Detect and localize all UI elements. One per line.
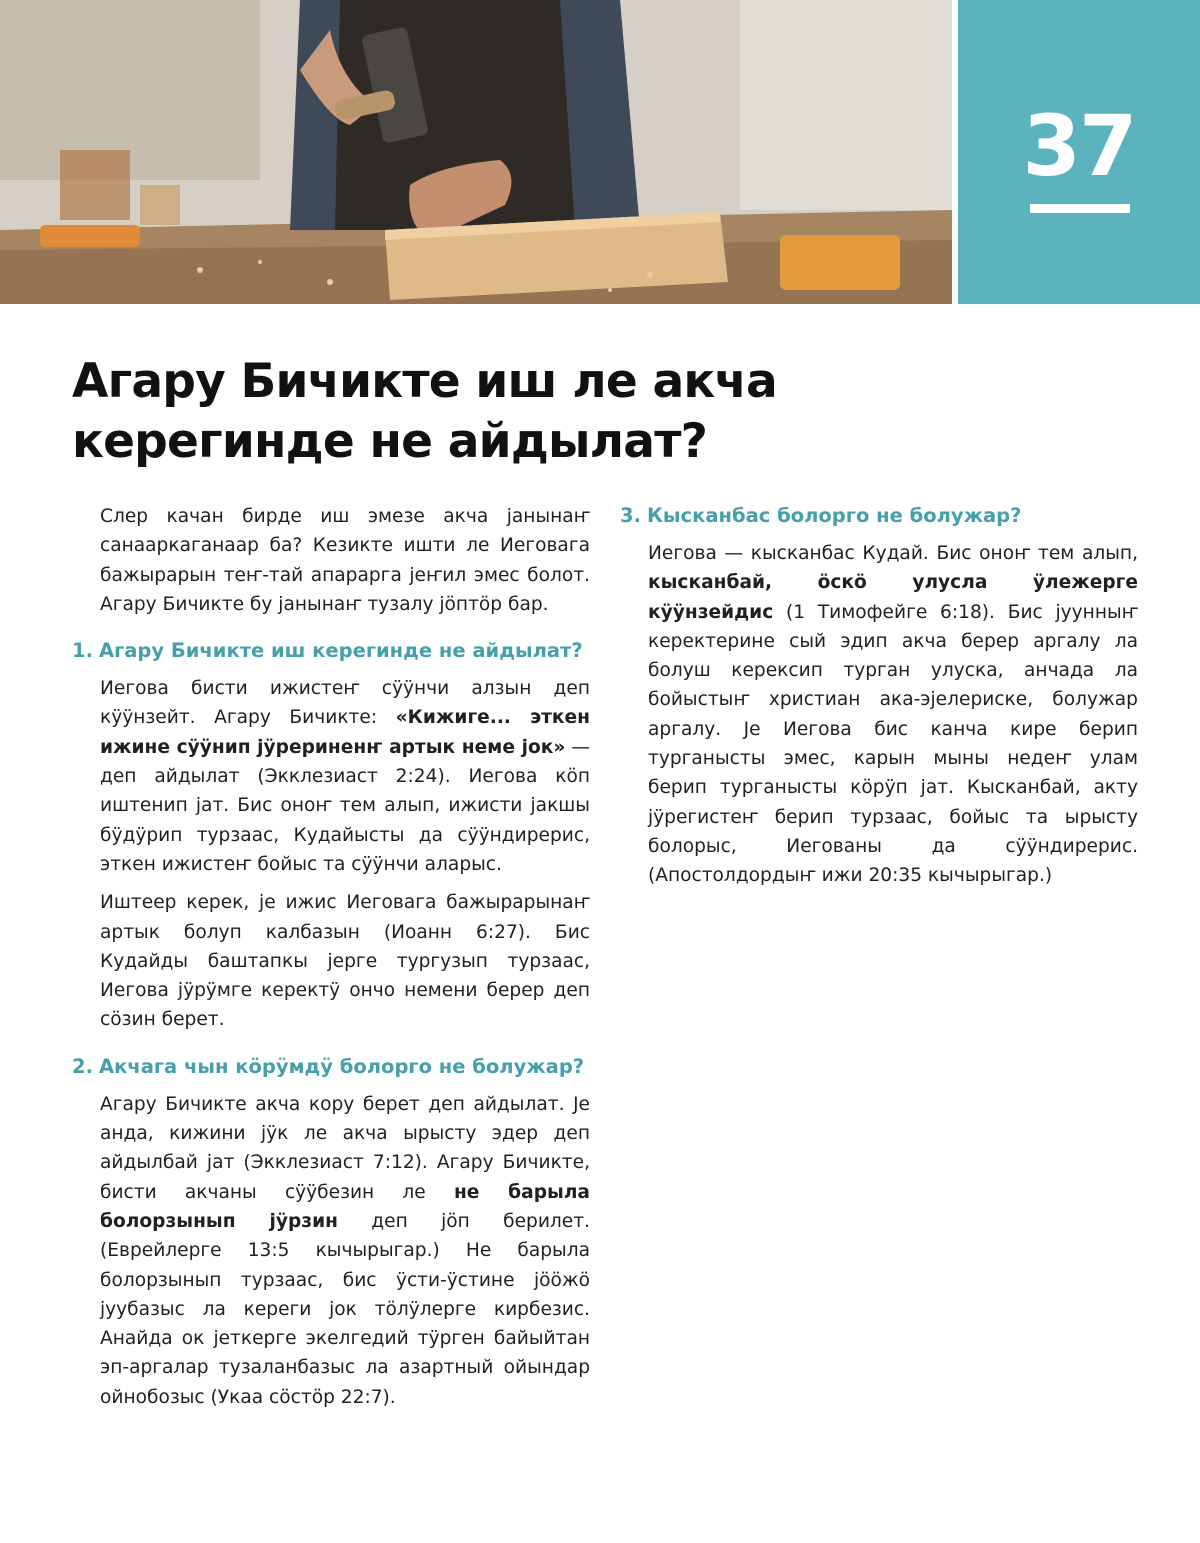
section-3-text-b: (1 Тимофейге 6:18). Бис јуунныҥ керектерине сый эдип акча берер аргалу ла болуш керексип турган улуска, анчада ла бойыстыҥ христиан ака-эјелериске, болужар аргалу. Је Иегова бис канча кире берип турганысты эмес, карын мыны недеҥ улам берип турганысты кӧрӱп јат. Кысканбай, акту јӱрегистеҥ берип турзаас, бойыс та ырысту болорыс, Иегованы да сӱӱндирерис. (Апостолдордыҥ ижи 20:35 кычырыгар.) [648,601,1138,887]
page-number-badge [958,0,1200,304]
right-column [620,502,1138,900]
section-3-paragraph-1 [620,539,1138,891]
section-3-bold-phrase: кысканбай, ӧскӧ улусла ӱлежерге кӱӱнзейдис [648,572,1138,623]
hero-photo [0,0,952,304]
page-number: 37 [1022,97,1136,195]
section-2-text-b: деп јӧп берилет. (Еврейлерге 13:5 кычырыгар.) Не барыла болорзынып турзаас, бис ӱсти-ӱстине јӧӧжӧ јуубазыс ла кереги јок тӧлӱлерге кирбезис. Анайда ок јеткерге экелгедий тӱрген байыйтан эп-аргалар тузаланбазыс ла азартный ойындар ойнобозыс (Укаа сӧстӧр 22:7). [100,1210,590,1408]
section-3-number: 3. [620,504,641,527]
section-2-bold-phrase: не барыла болорзынып јӱрзин [100,1181,590,1232]
carpenter-hammering-wood-photo [0,0,952,304]
section-2-heading [72,1053,590,1081]
section-1-paragraph-1 [72,674,590,879]
section-2-title: Акчага чын кӧрӱмдӱ болорго не болужар? [98,1054,585,1078]
section-1-heading [72,637,590,665]
section-2-text-a: Агару Бичикте акча кору берет деп айдылат. Је анда, кижини јӱк ле акча ырысту эдер деп айдылбай јат (Экклезиаст 7:12). Агару Бичикте, бисти акчаны сӱӱбезин ле [100,1093,590,1203]
section-3-title: Кысканбас болорго не болужар? [646,504,1022,527]
intro-paragraph: Слер качан бирде иш эмезе акча јанынаҥ санааркаганаар ба? Кезикте ишти ле Иеговага бажырарын теҥ-тай апарарга јеҥил эмес болот. Агару Бичикте бу јанынаҥ тузалу јӧптӧр бар. [100,506,590,615]
page-title: Агару Бичикте иш ле акча керегинде не айдылат? [72,354,777,469]
section-1-title: Агару Бичикте иш керегинде не айдылат? [98,639,583,663]
section-3-text-a: Иегова — кысканбас Кудай. Бис оноҥ тем алып, [648,543,1138,564]
section-1-text-a: Иегова бисти ижистеҥ сӱӱнчи алзын деп кӱӱнзейт. Агару Бичикте: [100,678,590,729]
page-number-underline [1030,204,1130,213]
section-1-paragraph-2: Иштеер керек, је ижис Иеговага бажырарынаҥ артык болуп калбазын (Иоанн 6:27). Бис Кудайды баштапкы јерге тургузып турзаас, Иегова јӱрӱмге керектӱ ончо немени берер деп сӧзин берет. [100,892,590,1031]
section-1-text-b: — деп айдылат (Экклезиаст 2:24). Иегова кӧп иштенип јат. Бис оноҥ тем алып, ижисти јакшы бӱдӱрип турзаас, Кудайысты да сӱӱндирерис, эткен ижистеҥ бойыс та сӱӱнчи аларыс. [100,736,590,875]
section-2-number: 2. [72,1054,93,1078]
section-1-number: 1. [72,639,93,663]
section-3-heading [620,502,1138,530]
section-1-bold-quote: «Кижиге... эткен ижине сӱӱнип јӱрериненҥ артык неме јок» [100,707,590,758]
section-2-paragraph-1 [72,1090,590,1412]
left-column [72,502,590,1421]
